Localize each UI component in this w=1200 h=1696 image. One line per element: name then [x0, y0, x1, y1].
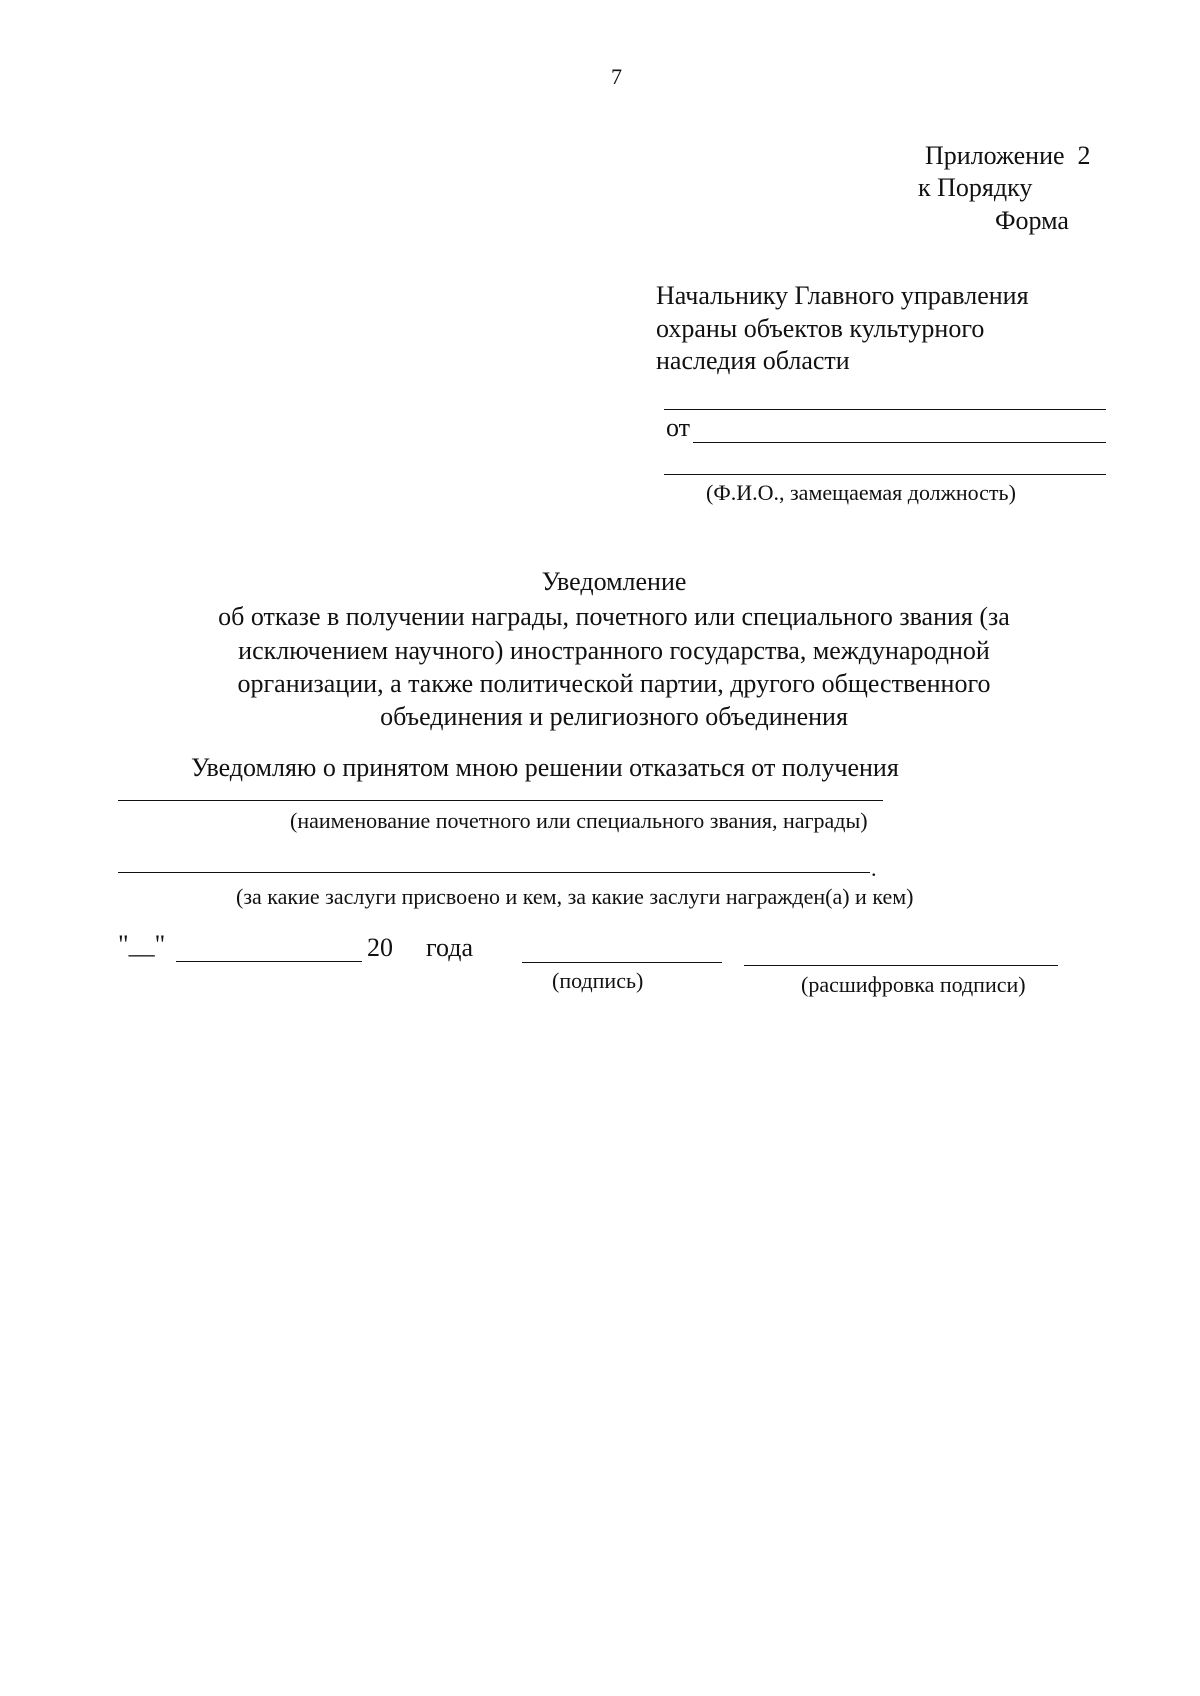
- addressee-blank-line-2: [693, 442, 1106, 443]
- statement-text: Уведомляю о принятом мною решении отказаться от получения: [191, 753, 899, 782]
- from-label: от: [666, 413, 691, 442]
- signature-decoding-hint: (расшифровка подписи): [801, 972, 1026, 997]
- notice-subtitle-line-4: объединения и религиозного объединения: [380, 702, 848, 731]
- merits-hint: (за какие заслуги присвоено и кем, за какие заслуги награжден(а) и кем): [236, 884, 914, 909]
- addressee-hint: (Ф.И.О., замещаемая должность): [706, 480, 1016, 505]
- addressee-blank-line-1: [664, 409, 1106, 410]
- addressee-line-2: охраны объектов культурного: [656, 314, 985, 343]
- appendix-line-2: к Порядку: [918, 173, 1033, 202]
- page-number: 7: [611, 64, 622, 89]
- signature-blank-line: [522, 962, 722, 963]
- date-day-quote: "__": [118, 930, 166, 959]
- addressee-blank-line-3: [664, 474, 1106, 475]
- appendix-line-1: Приложение 2: [925, 141, 1091, 170]
- date-month-blank: [176, 961, 362, 962]
- notice-subtitle-line-2: исключением научного) иностранного государства, международной: [238, 636, 990, 665]
- merits-period: .: [871, 856, 877, 881]
- award-hint: (наименование почетного или специального звания, награды): [290, 808, 868, 833]
- award-blank-line: [118, 800, 883, 801]
- signature-decoding-blank-line: [744, 965, 1058, 966]
- date-year-suffix: года: [426, 933, 474, 962]
- merits-blank-line: [118, 872, 870, 873]
- signature-hint: (подпись): [552, 968, 644, 993]
- notice-subtitle-line-3: организации, а также политической партии, другого общественного: [237, 669, 991, 698]
- appendix-line-3: Форма: [995, 206, 1069, 235]
- notice-title: Уведомление: [541, 567, 687, 596]
- date-year-prefix: 20: [367, 933, 393, 962]
- addressee-line-3: наследия области: [656, 346, 850, 375]
- notice-subtitle-line-1: об отказе в получении награды, почетного или специального звания (за: [218, 602, 1010, 631]
- addressee-line-1: Начальнику Главного управления: [656, 281, 1029, 310]
